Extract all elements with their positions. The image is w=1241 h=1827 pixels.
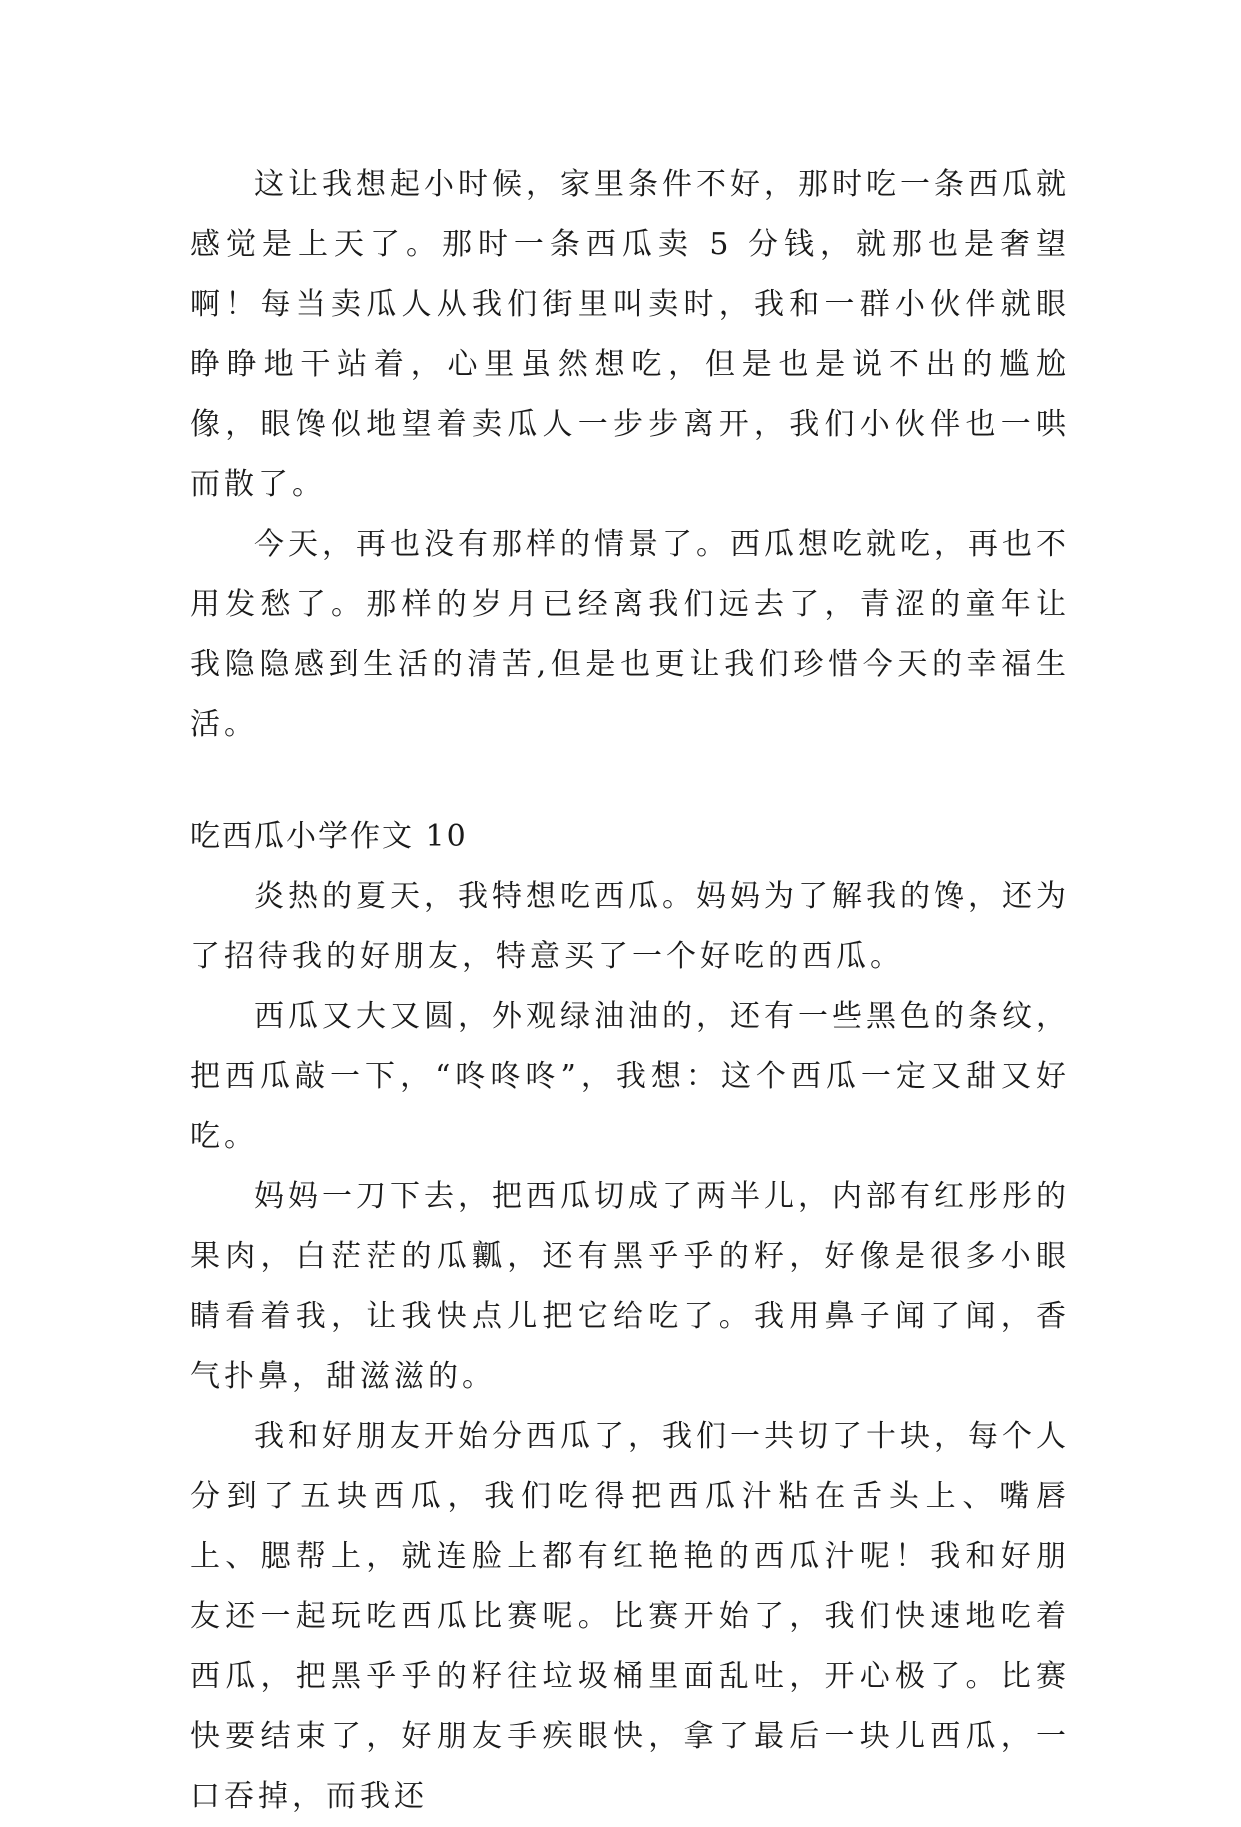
paragraph-watermelon-look: 西瓜又大又圆，外观绿油油的，还有一些黑色的条纹，把西瓜敲一下，“咚咚咚”，我想：这个西瓜一定又甜又好吃。 [190, 999, 1070, 1154]
paragraph-today: 今天，再也没有那样的情景了。西瓜想吃就吃，再也不用发愁了。那样的岁月已经离我们远去了，青涩的童年让我隐隐感到生活的清苦,但是也更让我们珍惜今天的幸福生活。 [190, 527, 1070, 742]
paragraph-childhood-memory: 这让我想起小时候，家里条件不好，那时吃一条西瓜就感觉是上天了。那时一条西瓜卖 5 分钱，就那也是奢望啊！每当卖瓜人从我们街里叫卖时，我和一群小伙伴就眼睁睁地干站着，心里虽然想吃，但是也是说不出的尴尬像，眼馋似地望着卖瓜人一步步离开，我们小伙伴也一哄而散了。 [190, 167, 1070, 502]
essay-title: 吃西瓜小学作文 10 [190, 819, 468, 854]
paragraph-eating-contest: 我和好朋友开始分西瓜了，我们一共切了十块，每个人分到了五块西瓜，我们吃得把西瓜汁粘在舌头上、嘴唇上、腮帮上，就连脸上都有红艳艳的西瓜汁呢！我和好朋友还一起玩吃西瓜比赛呢。比赛开始了，我们快速地吃着西瓜，把黑乎乎的籽往垃圾桶里面乱吐，开心极了。比赛快要结束了，好朋友手疾眼快，拿了最后一块儿西瓜，一口吞掉，而我还 [190, 1419, 1070, 1814]
paragraph-cutting: 妈妈一刀下去，把西瓜切成了两半儿，内部有红彤彤的果肉，白茫茫的瓜瓤，还有黑乎乎的籽，好像是很多小眼睛看着我，让我快点儿把它给吃了。我用鼻子闻了闻，香气扑鼻，甜滋滋的。 [190, 1179, 1070, 1394]
paragraph-hot-summer: 炎热的夏天，我特想吃西瓜。妈妈为了解我的馋，还为了招待我的好朋友，特意买了一个好吃的西瓜。 [190, 879, 1070, 974]
document-body [190, 155, 1070, 1827]
